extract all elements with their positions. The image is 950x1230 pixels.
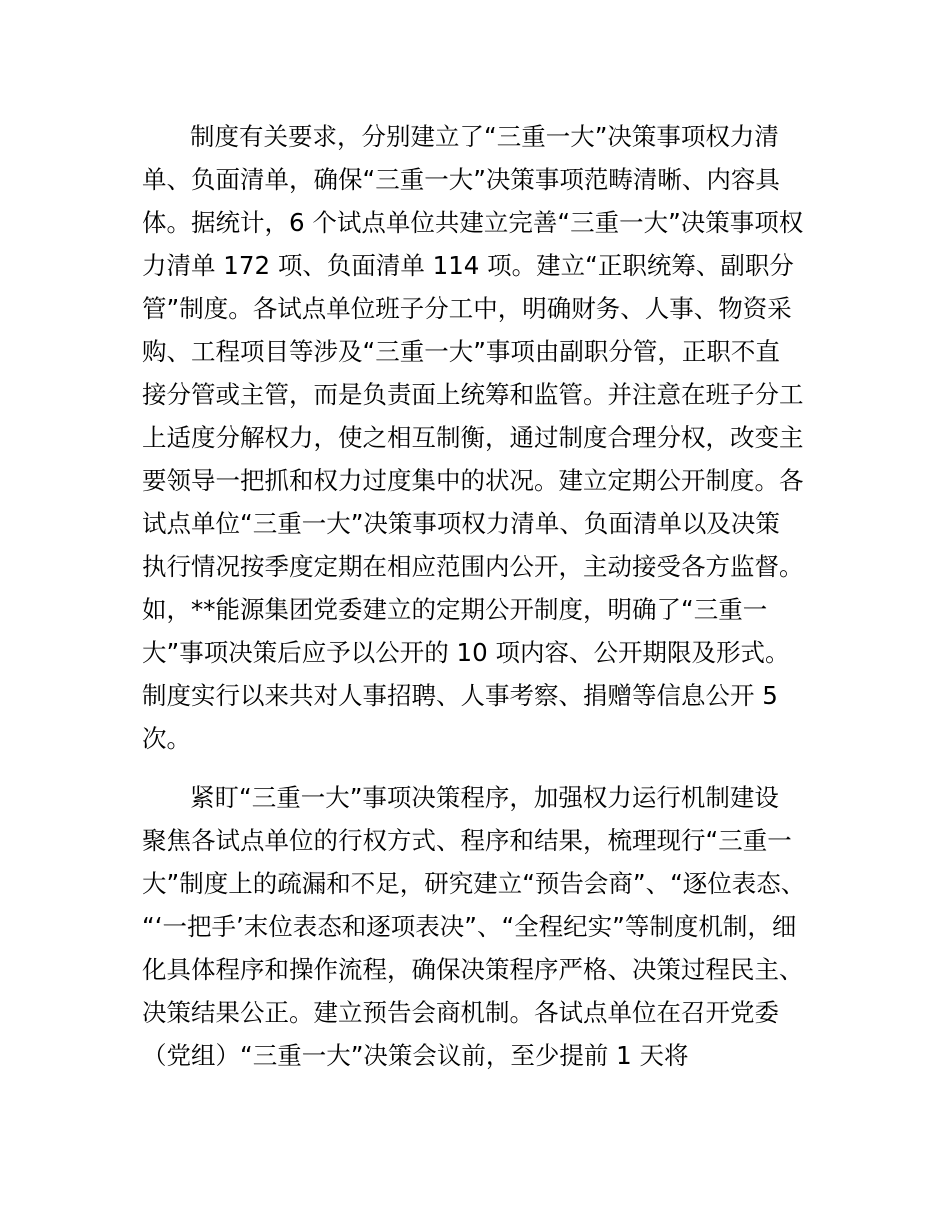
paragraph-1-line-12: 如，**能源集团党委建立的定期公开制度，明确了“三重一 <box>142 595 768 624</box>
paragraph-1-line-4: 力清单 172 项、负面清单 114 项。建立“正职统筹、副职分 <box>142 251 794 280</box>
paragraph-1-line-10: 试点单位“三重一大”决策事项权力清单、负面清单以及决策 <box>142 509 780 538</box>
paragraph-2-line-4: “‘一把手’末位表态和逐项表决”、“全程纪实”等制度机制，细 <box>142 912 797 941</box>
paragraph-1-line-13: 大”事项决策后应予以公开的 10 项内容、公开期限及形式。 <box>142 638 790 667</box>
paragraph-1-line-6: 购、工程项目等涉及“三重一大”事项由副职分管，正职不直 <box>142 337 780 366</box>
paragraph-2-line-6: 决策结果公正。建立预告会商机制。各试点单位在召开党委 <box>142 998 779 1027</box>
paragraph-2-line-7: （党组）“三重一大”决策会议前，至少提前 1 天将 <box>142 1041 689 1070</box>
paragraph-2-line-1: 紧盯“三重一大”事项决策程序，加强权力运行机制建设 <box>190 783 779 812</box>
paragraph-1-line-1: 制度有关要求，分别建立了“三重一大”决策事项权力清 <box>190 122 779 151</box>
paragraph-1-line-2: 单、负面清单，确保“三重一大”决策事项范畴清晰、内容具 <box>142 165 780 194</box>
paragraph-1-line-15: 次。 <box>142 724 191 753</box>
paragraph-1-line-3: 体。据统计，6 个试点单位共建立完善“三重一大”决策事项权 <box>142 208 804 237</box>
paragraph-1-line-8: 上适度分解权力，使之相互制衡，通过制度合理分权，改变主 <box>142 423 804 452</box>
paragraph-1-line-11: 执行情况按季度定期在相应范围内公开，主动接受各方监督。 <box>142 552 804 581</box>
paragraph-1-line-7: 接分管或主管，而是负责面上统筹和监管。并注意在班子分工 <box>142 380 804 409</box>
paragraph-2-line-2: 聚焦各试点单位的行权方式、程序和结果，梳理现行“三重一 <box>142 826 792 855</box>
paragraph-2-line-3: 大”制度上的疏漏和不足，研究建立“预告会商”、“逐位表态、 <box>142 869 806 898</box>
paragraph-1-line-9: 要领导一把抓和权力过度集中的状况。建立定期公开制度。各 <box>142 466 804 495</box>
paragraph-1-line-14: 制度实行以来共对人事招聘、人事考察、捐赠等信息公开 5 <box>142 681 778 710</box>
paragraph-2-line-5: 化具体程序和操作流程，确保决策程序严格、决策过程民主、 <box>142 955 804 984</box>
paragraph-1-line-5: 管”制度。各试点单位班子分工中，明确财务、人事、物资采 <box>142 294 792 323</box>
